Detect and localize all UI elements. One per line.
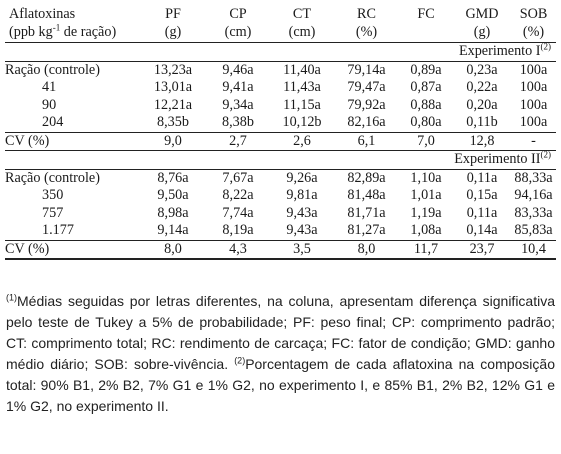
header-sob: SOB [519, 6, 548, 22]
footnote-mark-2: (2) [234, 355, 246, 366]
table-cell: 83,33a [514, 204, 553, 221]
header-pf: PF [165, 6, 181, 22]
table-cell: 9,81a [286, 187, 318, 203]
table-cell: 9,50a [157, 187, 189, 203]
table-cell: 1,01a [410, 187, 442, 203]
table-cell: 0,15a [466, 187, 498, 203]
table-cell: 79,47a [347, 79, 386, 95]
table-footnotes [6, 291, 555, 417]
table-row [5, 169, 556, 187]
row-label: Ração (controle) [5, 61, 100, 78]
row-label: 204 [42, 114, 64, 130]
experiment-1-heading [5, 43, 556, 62]
table-cell: 13,23a [153, 61, 193, 78]
unit-cp: (cm) [206, 24, 270, 43]
footnote-mark-1: (1) [6, 292, 17, 303]
footnote-text [6, 291, 555, 417]
table-cell: 8,19a [222, 222, 254, 238]
table-cell: 100a [519, 79, 548, 95]
table-cell: 13,01a [153, 79, 193, 95]
cv-cell: 12,8 [453, 132, 511, 151]
table-row [5, 187, 556, 205]
experiment-1-title: Experimento $I^{(2)}$ [5, 43, 556, 62]
table-cell: 0,87a [410, 79, 442, 95]
table-row [5, 61, 556, 79]
table-cell: 81,71a [347, 204, 386, 221]
table-cell: 1,08a [410, 222, 442, 238]
table-cell: 100a [519, 96, 548, 113]
cv-cell: 23,7 [453, 240, 511, 259]
cv-cell: 8,0 [334, 240, 399, 259]
table-cell: 0,11b [466, 114, 498, 130]
footnote-1: Médias seguidas por letras diferentes, na coluna, apresentam diferença significativa pelo teste de Tukey a 5% de probabilidade; PF: peso final; CP: comprimento padrão; CT: comprimento total; RC: rendimento de carcaça; FC: fator de condição; GMD: ganho médio diário; SOB: sobre-vivência. [6, 293, 555, 372]
table-cell: 82,89a [347, 169, 386, 186]
table-row [5, 79, 556, 97]
table-cell: 9,34a [222, 96, 254, 113]
cv-label: CV (%) [5, 132, 140, 151]
table-cell: 12,21a [153, 96, 193, 113]
cv-cell: 3,5 [270, 240, 334, 259]
table-cell: 100a [519, 61, 548, 78]
table-cell: 0,14a [466, 222, 498, 238]
header-cp: CP [229, 6, 247, 22]
row-label: Ração (controle) [5, 169, 100, 186]
row-label: 41 [42, 79, 57, 95]
experiment-2-title: Experimento II$^{(2)}$ [5, 151, 556, 170]
unit-sob: (%) [511, 24, 556, 43]
cv-cell: 7,0 [399, 132, 453, 151]
table-cell: 9,46a [222, 61, 254, 78]
unit-ct: (cm) [270, 24, 334, 43]
table-cell: 0,88a [410, 96, 442, 113]
cv-label: CV (%) [5, 240, 140, 259]
table-cell: 81,27a [347, 222, 386, 238]
table-cell: 0,11a [466, 204, 498, 221]
cv-cell: 2,7 [206, 132, 270, 151]
table-cell: 7,67a [222, 169, 254, 186]
table-cell: 79,14a [347, 61, 386, 78]
table-cell: 82,16a [347, 114, 386, 130]
header-rc: RC [357, 6, 376, 22]
table-cell: 8,98a [157, 204, 189, 221]
table-cell: 0,11a [466, 169, 498, 186]
table-cell: 85,83a [514, 222, 553, 238]
table-cell: 0,20a [466, 96, 498, 113]
footnote-2: Porcentagem de cada aflatoxina na composição total: 90% B1, 2% B2, 7% G1 e 1% G2, no experimento I, e 85% B1, 2% B2, 12% G1 e 1% G2, no experimento II. [6, 356, 555, 414]
unit-rc: (%) [334, 24, 399, 43]
cv-cell: 2,6 [270, 132, 334, 151]
cv-cell: 8,0 [140, 240, 206, 259]
table-cell: 9,26a [286, 169, 318, 186]
experiment-1-rows [5, 61, 556, 132]
table-cell: 0,22a [466, 79, 498, 95]
table-header-row [5, 4, 556, 24]
header-ct: CT [292, 6, 312, 22]
row-label: 90 [42, 96, 57, 113]
table-cell: 7,74a [222, 204, 254, 221]
table-cell: 9,43a [286, 222, 318, 238]
cv-cell: 9,0 [140, 132, 206, 151]
header-aflatoxins: Aflatoxinas [9, 6, 76, 22]
table-cell: 81,48a [347, 187, 386, 203]
table-cell: 88,33a [514, 169, 553, 186]
table-cell: 0,89a [410, 61, 442, 78]
table-cell: 10,12b [282, 114, 322, 130]
cv-cell: - [511, 132, 556, 151]
experiment-2-cv-row [5, 240, 556, 259]
row-label: 757 [42, 204, 64, 221]
table-cell: 9,41a [222, 79, 254, 95]
table-row [5, 114, 556, 132]
experiment-2-heading [5, 151, 556, 170]
table-cell: 8,35b [157, 114, 189, 130]
table-cell: 0,80a [410, 114, 442, 130]
table-unit-row [5, 24, 556, 43]
cv-cell: 10,4 [511, 240, 556, 259]
table-row [5, 97, 556, 115]
table-cell: 8,76a [157, 169, 189, 186]
experiment-1-cv-row [5, 132, 556, 151]
cv-cell: 4,3 [206, 240, 270, 259]
unit-pf: (g) [140, 24, 206, 43]
results-table [5, 4, 556, 260]
table-cell: 8,22a [222, 187, 254, 203]
table-cell: 94,16a [514, 187, 553, 203]
table-cell: 0,23a [466, 61, 498, 78]
cv-cell: 11,7 [399, 240, 453, 259]
header-unit-label: (ppb $kg^{-1}$ de ração) [5, 24, 140, 43]
table-cell: 79,92a [347, 96, 386, 113]
experiment-2-rows [5, 169, 556, 240]
cv-cell: 6,1 [334, 132, 399, 151]
table-cell: 8,38b [222, 114, 254, 130]
table-row [5, 205, 556, 223]
table-cell: 11,43a [283, 79, 321, 95]
row-label: 350 [42, 187, 64, 203]
table-cell: 11,15a [283, 96, 321, 113]
header-gmd: GMD [465, 6, 499, 22]
unit-fc [399, 24, 453, 43]
table-cell: 9,43a [286, 204, 318, 221]
table-row [5, 222, 556, 240]
table-cell: 11,40a [283, 61, 321, 78]
table-cell: 1,10a [410, 169, 442, 186]
table-cell: 100a [519, 114, 548, 130]
table-cell: 9,14a [157, 222, 189, 238]
unit-gmd: (g) [453, 24, 511, 43]
header-fc: FC [417, 6, 435, 22]
row-label: 1.177 [42, 222, 74, 238]
table-cell: 1,19a [410, 204, 442, 221]
